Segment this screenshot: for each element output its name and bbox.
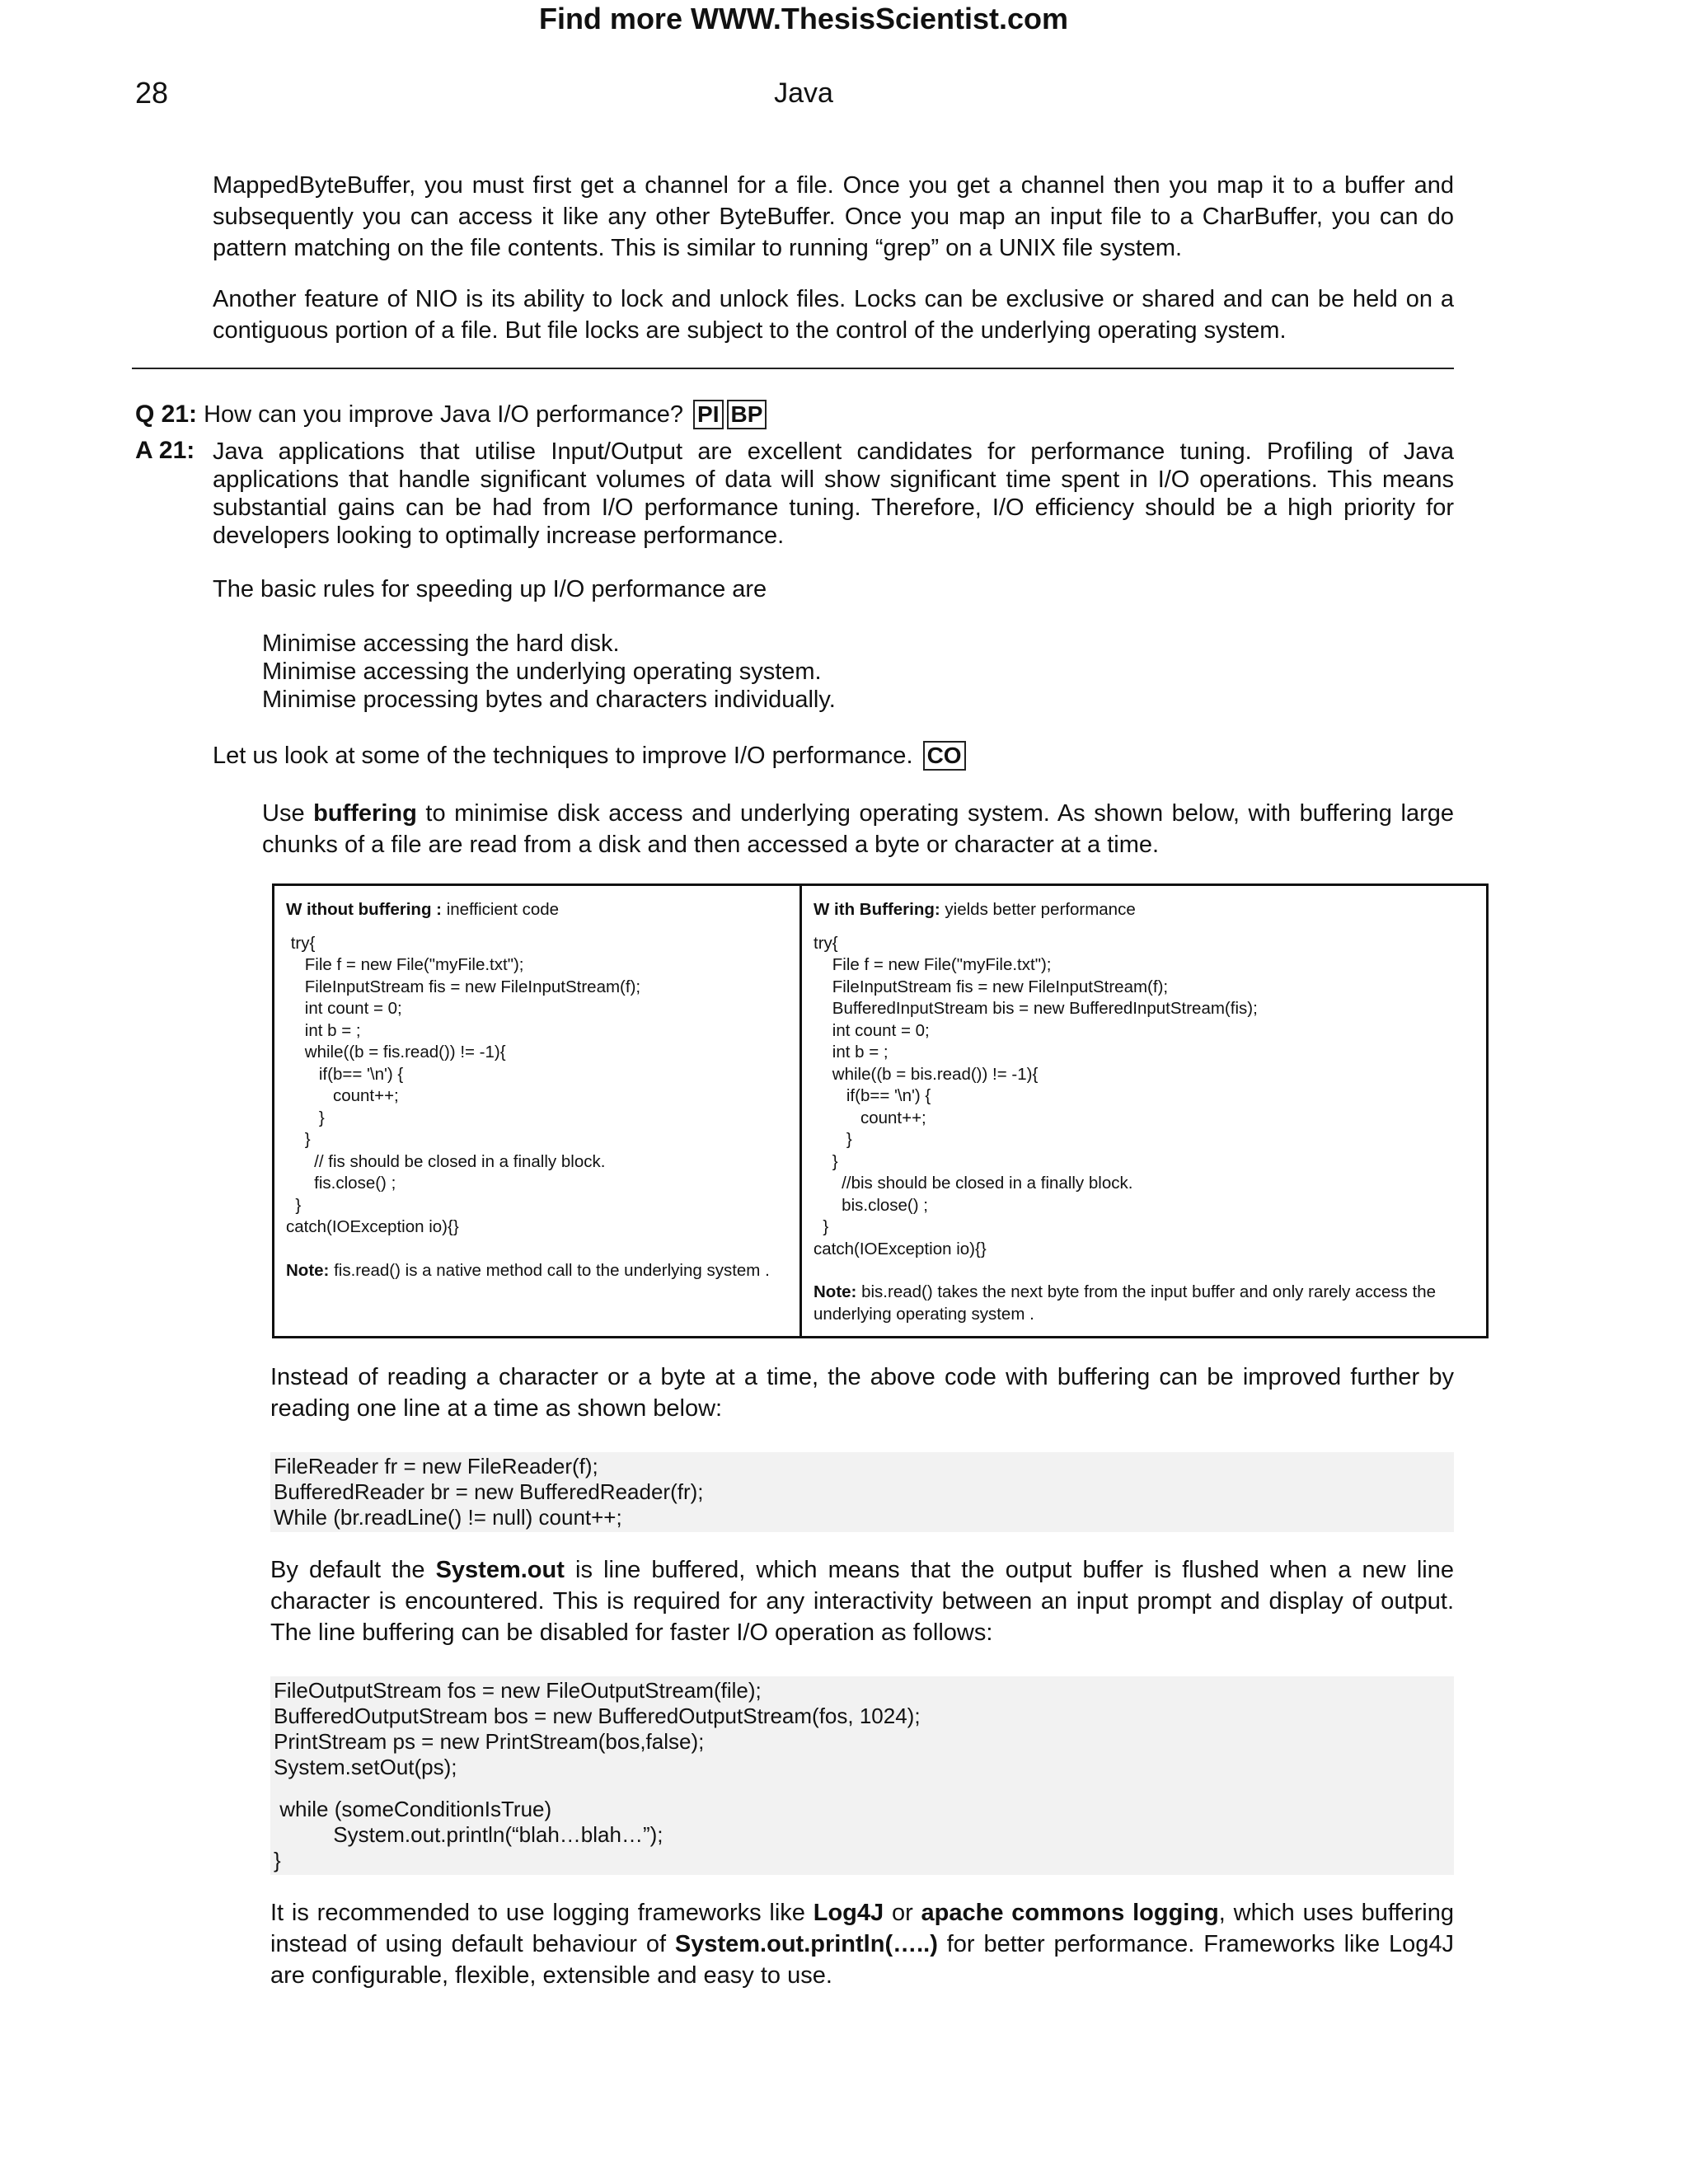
note-label: Note: bbox=[286, 1260, 330, 1280]
page-number: 28 bbox=[135, 76, 169, 110]
code-line: if(b== '\n') { bbox=[814, 1086, 931, 1105]
code-line: PrintStream ps = new PrintStream(bos,false); bbox=[274, 1729, 705, 1754]
code-line: try{ bbox=[286, 933, 316, 953]
code-line: count++; bbox=[286, 1086, 399, 1105]
code-line: //bis should be closed in a finally block. bbox=[814, 1174, 1133, 1193]
code-line: FileInputStream fis = new FileInputStream(f); bbox=[814, 977, 1169, 996]
techniques-text: Let us look at some of the techniques to improve I/O performance. bbox=[213, 743, 913, 769]
column-note bbox=[286, 1260, 788, 1282]
question-21 bbox=[135, 399, 1454, 430]
code-line: int count = 0; bbox=[286, 999, 402, 1018]
code-line bbox=[274, 1780, 1451, 1797]
techniques-intro bbox=[213, 740, 966, 771]
code-line: } bbox=[814, 1151, 838, 1171]
page-title: Java bbox=[774, 77, 833, 109]
bold-term: Log4J bbox=[813, 1900, 884, 1926]
code-block-printstream bbox=[270, 1676, 1454, 1875]
text-run: for better performance. Frameworks like Log4J are configurable, flexible, extensible and easy to use. bbox=[270, 1931, 1454, 1989]
rule-item: Minimise accessing the hard disk. bbox=[262, 630, 620, 657]
code-line: bis.close() ; bbox=[814, 1195, 928, 1215]
column-heading bbox=[286, 899, 788, 921]
bold-term: System.out bbox=[435, 1557, 565, 1583]
text-run: is line buffered, which means that the output buffer is flushed when a new line character is encountered. This is required for any interactivity between an input prompt and display of output. The line buffering can be disabled for faster I/O operation as follows: bbox=[270, 1557, 1455, 1646]
text-run: or bbox=[884, 1900, 921, 1926]
code-line: } bbox=[286, 1108, 325, 1127]
tag-co: CO bbox=[923, 741, 966, 771]
heading-bold: W ithout buffering : bbox=[286, 900, 442, 919]
intro-paragraph-2: Another feature of NIO is its ability to lock and unlock files. Locks can be exclusive or shared and can be held on a contiguous portion of a file. But file locks are subject to the control of the underlying operating system. bbox=[213, 286, 1454, 344]
code-line: FileInputStream fis = new FileInputStream(f); bbox=[286, 977, 641, 996]
code-line: catch(IOException io){} bbox=[814, 1239, 987, 1258]
heading-rest: yields better performance bbox=[940, 900, 1136, 919]
code-line: } bbox=[286, 1195, 302, 1215]
code-line: File f = new File("myFile.txt"); bbox=[814, 955, 1052, 974]
text-run: By default the bbox=[270, 1557, 436, 1583]
code-line: int b = ; bbox=[814, 1043, 889, 1062]
question-text: How can you improve Java I/O performance? bbox=[204, 401, 683, 428]
code-line: if(b== '\n') { bbox=[286, 1064, 404, 1084]
code-line: System.setOut(ps); bbox=[274, 1755, 457, 1779]
rules-intro: The basic rules for speeding up I/O performance are bbox=[213, 576, 767, 602]
code-line: } bbox=[274, 1848, 281, 1872]
code-line: } bbox=[286, 1130, 311, 1149]
answer-label: A 21: bbox=[135, 437, 195, 464]
tag-bp: BP bbox=[727, 400, 767, 429]
sysout-paragraph bbox=[270, 1554, 1454, 1648]
note-label: Note: bbox=[814, 1282, 857, 1301]
code-listing bbox=[286, 933, 788, 1239]
without-buffering-column bbox=[274, 886, 802, 1336]
code-line: while (someConditionIsTrue) bbox=[274, 1797, 552, 1821]
bold-term: apache commons logging bbox=[921, 1900, 1219, 1926]
code-line: FileReader fr = new FileReader(f); bbox=[274, 1454, 598, 1479]
readline-paragraph: Instead of reading a character or a byte at a time, the above code with buffering can be improved further by reading one line at a time as shown below: bbox=[270, 1364, 1454, 1422]
comparison-table bbox=[272, 883, 1489, 1338]
answer-text: Java applications that utilise Input/Output are excellent candidates for performance tuning. Profiling of Java applications that handle significant volumes of data will show significant time spent in I/O operations. This means substantial gains can be had from I/O performance tuning. Therefore, I/O efficiency should be a high priority for developers looking to optimally increase performance. bbox=[213, 438, 1454, 549]
code-line: // fis should be closed in a finally block. bbox=[286, 1151, 606, 1171]
text-run: to minimise disk access and underlying operating system. As shown below, with buffering large chunks of a file are read from a disk and then accessed a byte or character at a time. bbox=[262, 800, 1454, 858]
code-line: BufferedOutputStream bos = new BufferedOutputStream(fos, 1024); bbox=[274, 1704, 921, 1728]
code-line: } bbox=[814, 1217, 829, 1236]
question-label: Q 21: bbox=[135, 401, 198, 428]
code-listing bbox=[814, 933, 1475, 1261]
code-line: fis.close() ; bbox=[286, 1174, 396, 1193]
note-text: fis.read() is a native method call to the underlying system . bbox=[329, 1260, 770, 1280]
heading-rest: inefficient code bbox=[442, 900, 560, 919]
rule-item: Minimise processing bytes and characters individually. bbox=[262, 687, 836, 713]
with-buffering-column bbox=[802, 886, 1486, 1336]
final-paragraph bbox=[270, 1897, 1454, 1991]
code-block-readline bbox=[270, 1452, 1454, 1532]
bold-term: buffering bbox=[313, 800, 417, 827]
code-line: BufferedInputStream bis = new BufferedInputStream(fis); bbox=[814, 999, 1258, 1018]
text-run: It is recommended to use logging frameworks like bbox=[270, 1900, 814, 1926]
code-line: count++; bbox=[814, 1108, 926, 1127]
code-line: int b = ; bbox=[286, 1020, 361, 1040]
site-banner: Find more WWW.ThesisScientist.com bbox=[538, 2, 1069, 35]
code-line: while((b = fis.read()) != -1){ bbox=[286, 1043, 506, 1062]
code-line: System.out.println(“blah…blah…”); bbox=[274, 1822, 663, 1847]
note-text: bis.read() takes the next byte from the input buffer and only rarely access the underlying operating system . bbox=[814, 1282, 1437, 1324]
heading-bold: W ith Buffering: bbox=[814, 900, 940, 919]
code-line: File f = new File("myFile.txt"); bbox=[286, 955, 524, 974]
intro-paragraph-1: MappedByteBuffer, you must first get a channel for a file. Once you get a channel then you map it to a buffer and subsequently you can access it like any other ByteBuffer. Once you map an input file to a CharBuffer, you can do pattern matching on the file contents. This is similar to running “grep” on a UNIX file system. bbox=[213, 172, 1454, 261]
tag-pi: PI bbox=[693, 400, 723, 429]
code-line: } bbox=[814, 1130, 852, 1149]
buffering-paragraph bbox=[262, 798, 1454, 860]
column-heading bbox=[814, 899, 1475, 921]
rules-list bbox=[262, 630, 836, 714]
code-line: try{ bbox=[814, 933, 838, 953]
bold-term: System.out.println(…..) bbox=[674, 1931, 938, 1957]
column-note bbox=[814, 1282, 1475, 1325]
text-run: , which uses buffering instead of using default behaviour of bbox=[270, 1900, 1454, 1957]
code-line: catch(IOException io){} bbox=[286, 1217, 459, 1236]
code-line: int count = 0; bbox=[814, 1020, 930, 1040]
code-line: while((b = bis.read()) != -1){ bbox=[814, 1064, 1039, 1084]
text-run: Use bbox=[262, 800, 314, 827]
code-line: While (br.readLine() != null) count++; bbox=[274, 1505, 622, 1530]
rule-item: Minimise accessing the underlying operating system. bbox=[262, 658, 822, 685]
code-line: BufferedReader br = new BufferedReader(fr); bbox=[274, 1479, 704, 1504]
section-divider bbox=[132, 368, 1454, 369]
code-line: FileOutputStream fos = new FileOutputStream(file); bbox=[274, 1678, 762, 1703]
